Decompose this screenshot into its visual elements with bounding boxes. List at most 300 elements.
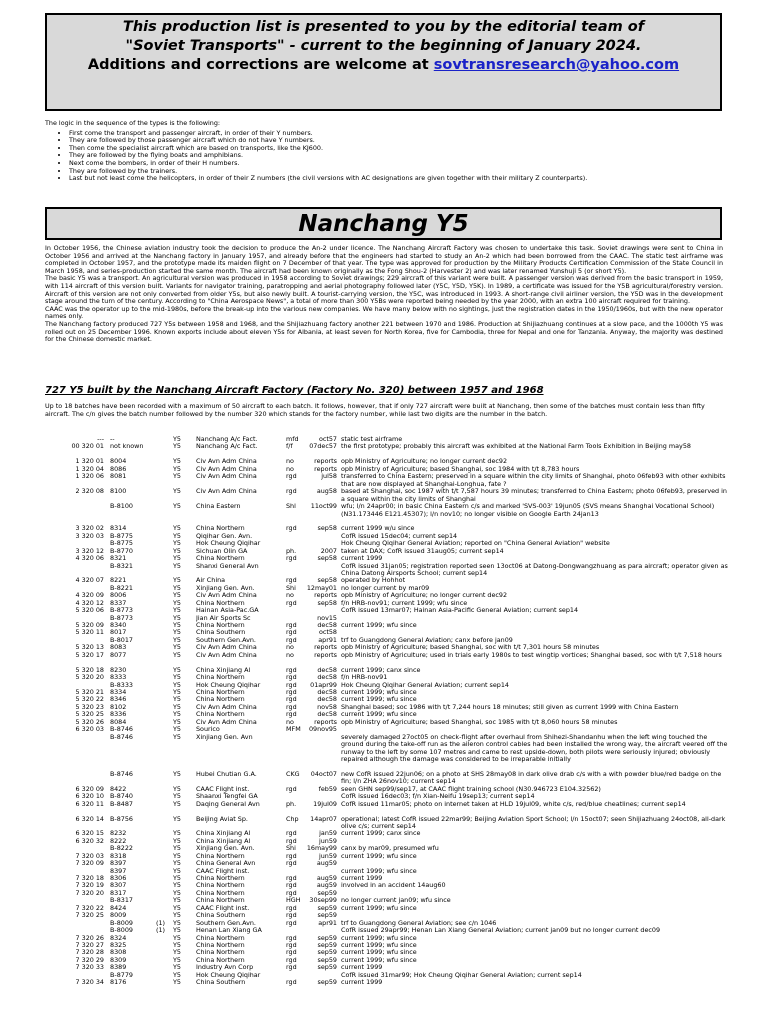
table-row [45,563,728,578]
remark-cell [156,838,170,845]
operator-cell: China Northern [196,956,245,964]
status-cell: rgd [286,681,297,689]
date-cell: apr91 [318,919,337,927]
date-cell: aug59 [316,875,337,883]
status-cell [286,563,304,578]
remark-cell [156,548,170,555]
registration-cell: B-8333 [110,681,133,689]
status-cell [286,533,304,540]
registration-cell: 8318 [110,852,127,860]
type-cell: Y5 [173,711,181,719]
status-cell [286,607,304,614]
cn-cell: 7 320 03 [75,852,104,860]
registration-cell: B-8009 [110,927,133,935]
registration-cell: -- [110,436,115,443]
registration-cell: 8017 [110,629,127,637]
notes-cell: static test airframe [341,435,403,443]
operator-cell: China Northern [196,525,245,533]
notes-cell: current 1999; wfu since [341,933,417,942]
cn-cell: --- [97,436,104,443]
operator-cell: Air China [196,577,226,585]
cn-cell: 1 320 06 [75,473,104,481]
registration-cell: 8317 [110,889,127,897]
section-intro: Up to 18 batches have been recorded with a maximum of 50 aircraft to each batch. It follows, however, that if only 727 aircraft were built at Nanchang, then some of the batches must contain less than fifty aircraft. The c/n gives the batch number followed by the number 320 which stands for the factory number, while last two digits are the number in the batch. [45,402,705,418]
table-row [45,816,728,831]
history-paragraph: In October 1956, the Chinese aviation industry took the decision to produce the An-2 under licence. The Nanchang Aircraft Factory was chosen to undertake this task. Soviet drawings were sent to China in October 1956 and arrived at the Nanchang factory in January 1957, and already before that the engineers had started to study an An-2 which had been borrowed from the CAAC. The static test airframe was completed in October 1957, and the prototype made its maiden flight on 7 December of that year. The type was approved for production by the Military Products Certification Commission of the State Council in March 1958, and series-production started the same month. The aircraft had been known originally as the Fong Shou-2 (Harvester 2) and was later renamed Yunshuji 5 (or short Y5). [45,244,723,275]
type-cell: Y5 [173,465,181,473]
type-cell: Y5 [173,666,181,674]
notes-cell: no longer current jan09; wfu since [341,896,451,905]
table-row [45,972,728,979]
date-cell: sep59 [317,956,337,964]
registration-cell: 8004 [110,458,127,466]
date-cell: dec58 [317,666,337,674]
cn-cell: 7 320 19 [75,882,104,890]
operator-cell: China General Avn [196,860,256,868]
notes-cell: current 1999; canx since [341,829,421,838]
operator-cell: China Northern [196,555,245,563]
logic-item: • Last but not least come the helicopters, in order of their Z numbers (the civil versions with AC designations are given together with their military Z counterparts). [69,175,725,183]
registration-cell: B-8321 [110,562,133,570]
type-cell: Y5 [173,852,181,860]
table-row [45,622,728,629]
type-cell: Y5 [173,956,181,964]
type-cell: Y5 [173,837,181,845]
status-cell: rgd [286,622,297,630]
notes-cell: current 1999; wfu since [341,695,417,704]
notes-cell: opb Ministry of Agriculture; no longer current dec92 [341,457,508,466]
date-cell [304,734,341,771]
status-cell: rgd [286,696,297,704]
notes-cell: Hok Cheung Qiqihar General Aviation; current sep14 [341,680,509,689]
type-cell: Y5 [173,636,181,644]
history-paragraph: CAAC was the operator up to the mid-1980s, before the break-up into the various new companies. We have many below with no sightings, just the registration dates in the 1950/1960s, but with the new operator names only. [45,304,723,321]
remark-cell [156,525,170,532]
status-cell: rgd [286,904,297,912]
cn-cell: 6 320 32 [75,837,104,845]
cn-cell [45,540,104,547]
notes-cell: CofR issued 15dec04; current sep14 [341,531,458,540]
remark-cell [156,801,170,816]
cn-cell: 5 320 21 [75,688,104,696]
status-cell: HGH [286,897,301,905]
cn-cell: 4 320 06 [75,555,104,563]
operator-cell: Xinjiang Gen. Avn. [196,584,255,592]
date-cell: oct57 [318,436,337,443]
status-cell: Shl [286,502,296,510]
cn-cell [45,771,104,786]
type-cell: Y5 [173,845,181,853]
notes-cell: CofR issued 11mar05; photo on internet taken at HLD 19jul09, white c/s, red/blue cheatlines; current sep14 [341,799,686,808]
remark-cell [156,667,170,674]
type-cell: Y5 [173,681,181,689]
remark-cell [156,704,170,711]
date-cell: reports [314,592,337,600]
table-row [45,882,728,889]
cn-cell [45,734,104,771]
registration-cell: 8309 [110,956,127,964]
status-cell [286,868,304,875]
notes-cell: involved in an accident 14aug60 [341,881,446,890]
registration-cell: B-8779 [110,971,133,979]
cn-cell: 4 320 12 [75,599,104,607]
date-cell: sep58 [317,599,337,607]
remark-cell [156,786,170,793]
operator-cell: Xinjiang Gen. Avn [196,733,253,741]
operator-cell: China Northern [196,674,245,682]
type-cell: Y5 [173,785,181,793]
status-cell: rgd [286,852,297,860]
type-cell: Y5 [173,718,181,726]
remark-cell [156,473,170,488]
notes-cell: current 1999; wfu since [341,621,417,630]
date-cell: sep59 [317,949,337,957]
operator-cell: China Eastern [196,502,241,510]
type-cell: Y5 [173,934,181,942]
registration-cell: B-8009 [110,919,133,927]
registration-cell: 8222 [110,837,127,845]
notes-cell: CofR issued 13mar07; Hainan Asia-Pacific General Aviation; current sep14 [341,606,579,615]
cn-cell: 4 320 09 [75,592,104,600]
type-cell: Y5 [173,651,181,659]
cn-cell: 5 320 25 [75,711,104,719]
type-cell: Y5 [173,949,181,957]
status-cell: no [286,465,294,473]
operator-cell: Daqing General Avn [196,800,260,808]
date-cell: 16may99 [306,845,337,853]
type-history [45,245,723,344]
cn-cell: 7 320 33 [75,964,104,972]
notes-cell: current 1999; wfu since [341,903,417,912]
remark-cell [156,726,170,733]
remark-cell: (1) [156,919,166,927]
type-cell: Y5 [173,592,181,600]
status-cell: rgd [286,488,297,496]
cn-cell: 6 320 09 [75,785,104,793]
type-cell: Y5 [173,473,181,481]
type-cell: Y5 [173,964,181,972]
operator-cell: China Southern [196,629,246,637]
operator-cell: Hubei Chutian G.A. [196,770,257,778]
type-cell: Y5 [173,436,181,443]
remark-cell [156,771,170,786]
logic-item: • They are followed by the trainers. [69,168,725,176]
notes-cell: CofR issued 16dec03; f/n Xian-Neifu 19sep13; current sep14 [341,792,535,801]
type-cell: Y5 [173,912,181,920]
banner-line-3-prefix: Additions and corrections are welcome at [87,57,434,73]
date-cell: jul58 [321,473,337,481]
operator-cell: Southern Gen.Avn. [196,636,256,644]
operator-cell: Industry Avn Corp [196,964,254,972]
remark-cell [156,436,170,443]
status-cell: f/f [286,443,293,451]
notes-cell: CofR issued 29apr99; Henan Lan Xiang General Aviation; current jan09 but no longer current dec09 [341,926,661,935]
notes-cell: current 1999 w/u since [341,524,415,533]
type-cell: Y5 [173,525,181,533]
type-cell: Y5 [173,555,181,563]
registration-cell: B-8740 [110,793,133,801]
date-cell: aug59 [316,860,337,868]
type-cell: Y5 [173,629,181,637]
cn-cell [45,897,104,904]
status-cell: rgd [286,636,297,644]
cn-cell: 3 320 02 [75,525,104,533]
registration-cell: B-8100 [110,502,133,510]
cn-cell: 6 320 03 [75,726,104,734]
operator-cell: China Xinjiang Al [196,666,251,674]
date-cell: reports [314,651,337,659]
status-cell: no [286,458,294,466]
status-cell: rgd [286,599,297,607]
registration-cell: B-8773 [110,614,133,622]
registration-cell: 8422 [110,785,127,793]
status-cell: Shi [286,845,296,853]
notes-cell: current 1999 [341,978,383,987]
remark-cell [156,860,170,867]
notes-cell: current 1999; wfu since [341,955,417,964]
type-cell: Y5 [173,941,181,949]
notes-cell: current 1999; wfu since [341,710,417,719]
status-cell: rgd [286,785,297,793]
table-row [45,734,728,771]
status-cell [286,972,304,979]
registration-cell: 8337 [110,599,127,607]
operator-cell: Civ Avn Adm China [196,458,257,466]
type-cell: Y5 [173,927,181,935]
registration-cell: B-8746 [110,770,133,778]
notes-cell: CofR issued 31jan05; registration reported seen 13oct06 at Datong-Dongwangzhuang as para aircraft; operator given as China Datong Airsports School; current sep14 [341,561,728,578]
type-cell: Y5 [173,696,181,704]
operator-cell: China Northern [196,897,245,905]
date-cell: jun59 [318,852,337,860]
operator-cell: Shaanxi Tengfei GA [196,793,258,801]
remark-cell [156,682,170,689]
table-row [45,652,728,667]
remark-cell [156,734,170,771]
registration-cell: 8424 [110,904,127,912]
cn-cell [45,503,104,525]
registration-cell: 8306 [110,875,127,883]
status-cell: rgd [286,555,297,563]
remark-cell [156,897,170,904]
cn-cell [45,682,104,689]
date-cell: dec58 [317,688,337,696]
date-cell: jan59 [319,830,337,838]
cn-cell [45,637,104,644]
operator-cell: China Southern [196,912,246,920]
operator-cell: China Xinjiang Al [196,837,251,845]
remark-cell [156,964,170,971]
type-cell: Y5 [173,703,181,711]
remark-cell [156,629,170,636]
table-row [45,443,728,458]
operator-cell: Civ Avn Adm China [196,465,257,473]
status-cell: rgd [286,941,297,949]
date-cell [304,533,341,540]
type-cell: Y5 [173,897,181,905]
table-row [45,548,728,555]
remark-cell [156,912,170,919]
remark-cell [156,853,170,860]
logic-item: • Then come the specialist aircraft which are based on transports, like the KJ600. [69,145,725,153]
notes-cell: opb Ministry of Agriculture; based Shanghai, soc 1985 with t/t 8,060 hours 58 minutes [341,717,618,726]
header-banner [45,13,722,111]
date-cell: 01apr99 [310,681,337,689]
status-cell: no [286,592,294,600]
operator-cell: Jian Air Sports Sc [196,614,251,622]
registration-cell: 8308 [110,949,127,957]
history-paragraph: The Nanchang factory produced 727 Y5s between 1958 and 1968, and the Shijiazhuang factory another 221 between 1970 and 1986. Production at Shijiazhuang continues at a slow pace, and the 1000th Y5 was rolled out on 25 December 1996. Known exports include about eleven Y5s for Albania, at least seven for North Korea, five for Cambodia, three for Nepal and one for Tanzania. Anyway, the majority was destined for the Chinese domestic market. [45,319,723,344]
cn-cell [45,563,104,578]
operator-cell: CAAC Flight inst. [196,785,250,793]
type-cell: Y5 [173,577,181,585]
registration-cell: 8102 [110,703,127,711]
operator-cell: China Northern [196,711,245,719]
table-row [45,801,728,816]
type-cell: Y5 [173,599,181,607]
banner-line-2: "Soviet Transports" - current to the beginning of January 2024. [125,38,642,54]
cn-cell: 7 320 22 [75,904,104,912]
remark-cell [156,488,170,503]
registration-cell: 8336 [110,711,127,719]
notes-cell: current 1999 [341,874,383,883]
registration-cell: 8389 [110,964,127,972]
remark-cell [156,674,170,681]
cn-cell: 5 320 06 [75,607,104,615]
remark-cell [156,637,170,644]
registration-cell: B-8017 [110,636,133,644]
status-cell: rgd [286,979,297,987]
notes-cell: wfu; l/n 24apr00; in basic China Eastern c/s and marked 'SVS-003' 19jun05 (SVS means Shanghai Vocational School) (N31.173446 E121.45307); l/n nov10; no longer visible on Google Earth 24jan13 [341,501,715,518]
operator-cell: China Northern [196,622,245,630]
operator-cell: Sourico [196,726,220,734]
date-cell: sep58 [317,555,337,563]
status-cell [286,793,304,800]
notes-cell: operated by Hohhot [341,576,406,585]
cn-cell: 5 320 23 [75,703,104,711]
operator-cell: Hainan Asia-Pac.GA [196,607,259,615]
cn-cell: 5 320 09 [75,622,104,630]
registration-cell: 8232 [110,830,127,838]
remark-cell [156,533,170,540]
operator-cell: Civ Avn Adm China [196,651,257,659]
cn-cell: 00 320 01 [71,443,104,451]
notes-cell: current 1999; wfu since [341,687,417,696]
date-cell: 09nov95 [308,726,337,734]
status-cell: no [286,644,294,652]
status-cell: ph. [286,800,297,808]
operator-cell: Southern Gen.Avn. [196,919,256,927]
date-cell: 2007 [320,547,337,555]
operator-cell: China Northern [196,882,245,890]
cn-cell: 7 320 27 [75,941,104,949]
type-cell: Y5 [173,562,181,570]
type-cell: Y5 [173,919,181,927]
cn-cell: 5 320 26 [75,718,104,726]
remark-cell [156,875,170,882]
date-cell: reports [314,465,337,473]
registration-cell: 8397 [110,867,127,875]
status-cell: rgd [286,830,297,838]
notes-cell: the first prototype; probably this aircraft was exhibited at the National Farm Tools Exhibition in Beijing may58 [341,442,691,451]
registration-cell: B-8222 [110,845,133,853]
remark-cell [156,957,170,964]
cn-cell: 6 320 10 [75,793,104,801]
date-cell: sep58 [317,577,337,585]
type-cell: Y5 [173,458,181,466]
date-cell: feb59 [318,785,337,793]
type-cell: Y5 [173,793,181,801]
operator-cell: China Northern [196,599,245,607]
type-cell: Y5 [173,815,181,823]
table-row [45,771,728,786]
remark-cell [156,979,170,986]
date-cell [304,927,341,934]
cn-cell: 2 320 08 [75,488,104,496]
type-cell: Y5 [173,540,181,548]
email-link[interactable]: sovtransresearch@yahoo.com [433,57,680,73]
date-cell: dec58 [317,674,337,682]
cn-cell [45,845,104,852]
date-cell: nov58 [317,703,337,711]
remark-cell [156,882,170,889]
status-cell: rgd [286,875,297,883]
remark-cell [156,719,170,726]
notes-cell: canx by mar09, presumed wfu [341,844,439,853]
remark-cell [156,466,170,473]
registration-cell: 8321 [110,555,127,563]
registration-cell: 8083 [110,644,127,652]
remark-cell [156,696,170,703]
date-cell: sep59 [317,912,337,920]
registration-cell: 8340 [110,622,127,630]
status-cell: rgd [286,577,297,585]
notes-cell: current 1999 [341,554,383,563]
table-row [45,853,728,860]
notes-cell: current 1999; wfu since [341,948,417,957]
cn-cell: 5 320 11 [75,629,104,637]
remark-cell: (1) [156,927,166,935]
logic-intro: The logic in the sequence of the types is the following: [45,119,221,127]
status-cell: no [286,651,294,659]
date-cell: nov15 [317,614,337,622]
status-cell: rgd [286,688,297,696]
operator-cell: Civ Avn Adm China [196,703,257,711]
operator-cell: China Northern [196,852,245,860]
date-cell: reports [314,458,337,466]
cn-cell: 7 320 26 [75,934,104,942]
notes-cell: current 1999; canx since [341,665,421,674]
date-cell [304,868,341,875]
date-cell: sep59 [317,964,337,972]
date-cell: sep58 [317,525,337,533]
notes-cell: Hok Cheung Qiqihar General Aviation; reported on "China General Aviation" website [341,539,610,548]
notes-cell: opb Ministry of Agriculture; used in trials early 1980s to test wingtip vortices; Shanghai based, soc with t/t 7,518 hours [341,650,722,659]
status-cell: rgd [286,934,297,942]
type-cell: Y5 [173,733,181,741]
notes-cell: taken at DAX; CofR issued 31aug05; current sep14 [341,546,504,555]
remark-cell [156,607,170,614]
cn-cell: 3 320 03 [75,532,104,540]
registration-cell: 8230 [110,666,127,674]
operator-cell: Nanchang A/c Fact. [196,436,258,443]
operator-cell: Hok Cheung Qiqihar [196,540,261,548]
type-cell: Y5 [173,830,181,838]
date-cell: apr91 [318,636,337,644]
status-cell: rgd [286,473,297,481]
date-cell: 19jul09 [313,800,337,808]
notes-cell: new CofR issued 22jun06; on a photo at SHS 28may08 in dark olive drab c/s with a with powder blue/red badge on the fin; l/n ZHA 26nov10; current sep14 [341,769,722,786]
